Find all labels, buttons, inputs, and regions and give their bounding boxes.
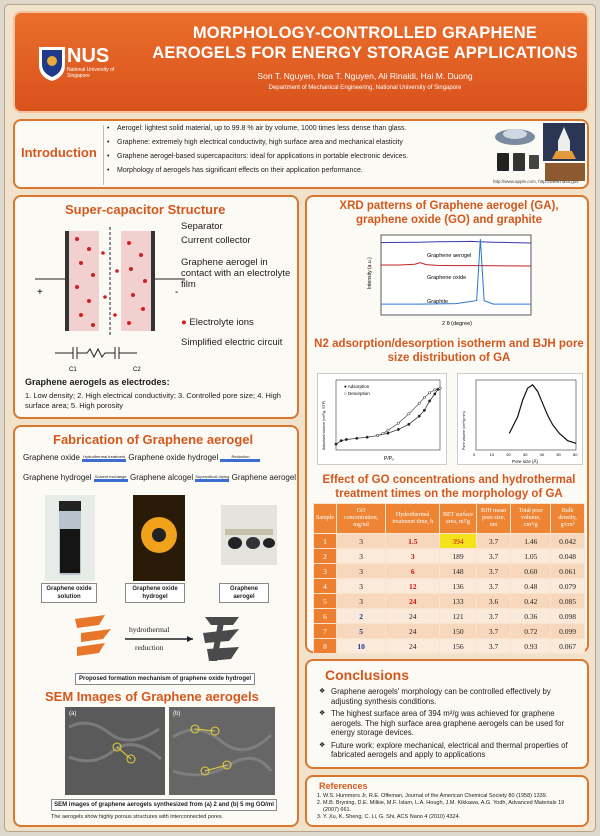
table-row: [314, 534, 585, 549]
table-cell: 3: [337, 549, 386, 564]
table-row: [314, 624, 585, 639]
conclusion-item: ❖ The highest surface area of 394 m²/g was achieved for graphene aerogels. The high surface area graphene aerogels can be used for energy storage devices.: [319, 709, 583, 738]
hydrogel-network-icon: [203, 617, 239, 661]
isotherm-point: [418, 415, 420, 417]
aerogel-photo: [221, 505, 277, 565]
table-row: [314, 549, 585, 564]
table-cell: 3: [337, 564, 386, 579]
fab-step: Graphene oxide: [23, 453, 80, 462]
current-collector-right: [151, 231, 155, 331]
circuit-label: Simplified electric circuit: [181, 337, 283, 348]
fab-row-2: [23, 473, 301, 482]
x-tick-label: 40: [539, 452, 545, 457]
y-axis-label: Pore volume (cm³/g·nm): [462, 411, 466, 450]
electrodes-text: 1. Low density; 2. High electrical conductivity; 3. Controlled pore size; 4. High surface area; 5. High porosity: [25, 391, 281, 410]
isotherm-point: [397, 428, 399, 430]
x-tick-label: 10: [489, 452, 495, 457]
c1-label: C1: [69, 367, 77, 373]
fab-step: Graphene aerogel: [231, 473, 297, 482]
table-cell: 3.7: [476, 549, 511, 564]
table-cell: 121: [440, 609, 476, 624]
table-cell: 1: [314, 534, 337, 549]
table-cell: 12: [386, 579, 440, 594]
supercap-title: Super-capacitor Structure: [65, 202, 226, 217]
series-label: Graphene aerogel: [427, 253, 472, 259]
isotherm-point: [418, 402, 420, 404]
x-tick-label: 60: [573, 452, 578, 457]
fab-step: Graphene oxide hydrogel: [128, 453, 219, 462]
table-cell: 24: [386, 624, 440, 639]
bjh-panel: [457, 373, 583, 465]
ions-label: [181, 317, 254, 328]
isotherm-point: [423, 396, 425, 398]
x-tick-label: 50: [556, 452, 561, 457]
effect-title: [307, 473, 591, 501]
logo-subtitle: National University of Singapore: [67, 67, 115, 79]
introduction-title: Introduction: [21, 145, 97, 160]
separator-label: Separator: [181, 221, 223, 232]
table-cell: 4: [314, 579, 337, 594]
table-row: [314, 579, 585, 594]
sem-label-b: (b): [173, 711, 181, 717]
fab-arrow-label: Reduction: [231, 453, 250, 459]
table-cell: 5: [337, 624, 386, 639]
table-cell: 0.48: [511, 579, 551, 594]
sem-caption: SEM images of graphene aerogels synthesized from (a) 2 and (b) 5 mg GO/ml: [51, 799, 277, 811]
graphene-sheets-icon: [75, 615, 111, 656]
column-header: Total pore volume, cm³/g: [511, 504, 551, 534]
introduction-section: [13, 119, 589, 189]
collector-label: Current collector: [181, 235, 251, 246]
table-cell: 2: [314, 549, 337, 564]
c2-label: C2: [133, 367, 141, 373]
effect-title-line: treatment times on the morphology of GA: [335, 488, 563, 500]
isotherm-point: [387, 432, 389, 434]
devices-image: [497, 153, 539, 171]
department: Department of Mechanical Engineering, National University of Singapore: [268, 85, 462, 91]
table-cell: 0.048: [551, 549, 585, 564]
table-cell: 156: [440, 639, 476, 654]
legend-entry: ● Adsorption: [344, 384, 370, 389]
table-row: [314, 639, 585, 654]
conclusions-list: [319, 687, 583, 763]
fabrication-photos: [45, 495, 277, 583]
isotherm-point: [387, 429, 389, 431]
table-header-row: [314, 504, 585, 534]
table-row: [314, 564, 585, 579]
bjh-chart: [458, 374, 584, 466]
table-cell: 136: [440, 579, 476, 594]
table-cell: 3.7: [476, 579, 511, 594]
isotherm-point: [345, 438, 347, 440]
isotherm-point: [340, 439, 342, 441]
table-cell: 3.7: [476, 639, 511, 654]
table-cell: 189: [440, 549, 476, 564]
fab-step: Graphene alcogel: [129, 473, 194, 482]
x-tick-label: 20: [506, 452, 511, 457]
electrodes-heading: Graphene aerogels as electrodes:: [25, 377, 170, 387]
table-cell: 3: [314, 564, 337, 579]
poster: [4, 4, 596, 832]
table-body: [314, 534, 585, 654]
table-cell: 3.6: [476, 594, 511, 609]
arrow-right-icon: [82, 459, 126, 462]
car-image: [495, 129, 535, 145]
isotherm-point: [408, 413, 410, 415]
fab-arrow-label: Supercritical drying: [195, 473, 230, 479]
table-cell: 0.099: [551, 624, 585, 639]
mechanism-top-label: hydrothermal: [129, 625, 170, 634]
reference-item: 1. W.S. Hummers Jr, R.E. Offeman, Journal of the American Chemical Society 80 (1958) 1339.: [323, 793, 581, 800]
intro-bullet: • Graphene aerogel-based supercapacitors: ideal for applications in portable electronic devices.: [105, 152, 485, 161]
isotherm-point: [397, 422, 399, 424]
x-tick-label: 0: [473, 452, 476, 457]
column-header: GO concentration, mg/ml: [337, 504, 386, 534]
circuit-diagram: [55, 347, 137, 359]
mechanism-bottom-label: reduction: [135, 643, 164, 652]
legend-entry: ○ Desorption: [344, 391, 370, 396]
mechanism-diagram: [75, 613, 245, 665]
table-cell: 0.93: [511, 639, 551, 654]
table-cell: 0.067: [551, 639, 585, 654]
xrd-title-line: graphene oxide (GO) and graphite: [356, 214, 542, 226]
table-cell: 24: [386, 594, 440, 609]
results-section: [305, 195, 589, 653]
introduction-bullets: [105, 124, 485, 180]
sem-image-b: [169, 707, 275, 795]
isotherm-point: [423, 409, 425, 411]
supercapacitor-section: [13, 195, 299, 419]
sem-images: [65, 707, 275, 795]
current-collector-left: [65, 231, 69, 331]
y-axis-label: Intensity (a.u.): [367, 257, 373, 289]
table-cell: 0.42: [511, 594, 551, 609]
table-cell: 3.7: [476, 564, 511, 579]
n2-title-line: N2 adsorption/desorption isotherm and BJH pore: [314, 338, 584, 350]
fab-arrow-label: Solvent exchange: [94, 473, 127, 479]
table-cell: 3: [386, 549, 440, 564]
n2-title: [307, 337, 591, 365]
table-cell: 0.098: [551, 609, 585, 624]
plus-sign: +: [37, 287, 43, 298]
table-cell: 10: [337, 639, 386, 654]
xrd-title: [307, 199, 591, 227]
results-table: [313, 503, 585, 654]
table-cell: 1.46: [511, 534, 551, 549]
table-row: [314, 594, 585, 609]
references-title: References: [319, 781, 368, 791]
title-line-1: MORPHOLOGY-CONTROLLED GRAPHENE: [192, 24, 538, 42]
series-label: Graphene oxide: [427, 275, 467, 281]
references-section: [305, 775, 589, 827]
photo-caption: Graphene oxide hydrogel: [125, 583, 185, 603]
shuttle-image: [543, 123, 585, 161]
arrow-right-icon: [220, 459, 260, 462]
image-credit: http://www.apple.com, http://www.nasa.gov: [493, 179, 579, 184]
isotherm-point: [439, 387, 441, 389]
header-banner: [13, 11, 589, 113]
table-cell: 24: [386, 639, 440, 654]
ions-label-text: Electrolyte ions: [189, 317, 254, 328]
fab-arrow: [94, 474, 128, 482]
vial-photo: [45, 495, 95, 581]
divider: [103, 125, 104, 185]
isotherm-panel: [317, 373, 447, 465]
poster-title: [145, 23, 585, 63]
references-list: [311, 793, 581, 821]
table-cell: 0.079: [551, 579, 585, 594]
supercap-diagram: [35, 219, 185, 375]
isotherm-point: [434, 389, 436, 391]
x-axis-label: Pore size (Å): [512, 459, 539, 464]
table-cell: 6: [314, 609, 337, 624]
isotherm-point: [382, 432, 384, 434]
table-cell: 2: [337, 609, 386, 624]
table-cell: 3.7: [476, 624, 511, 639]
y-axis-label: Adsorbed volume (cm³/g, STP): [322, 400, 326, 450]
table-cell: 3.7: [476, 534, 511, 549]
bjh-line: [509, 385, 576, 444]
table-cell: 133: [440, 594, 476, 609]
table-cell: 0.60: [511, 564, 551, 579]
hydrogel-photo: [133, 495, 185, 581]
fab-row-1: [23, 453, 295, 462]
intro-bullet: • Aerogel: lightest solid material, up to 99.8 % air by volume, 1000 times less dense than glass.: [105, 124, 485, 133]
table-row: [314, 609, 585, 624]
table-cell: 3: [337, 534, 386, 549]
column-header: Bulk density, g/cm³: [551, 504, 585, 534]
conclusions-section: [305, 659, 589, 769]
table-cell: 1.5: [386, 534, 440, 549]
table-cell: 148: [440, 564, 476, 579]
fab-arrow-label: Hydrothermal treatment: [83, 453, 126, 459]
fab-arrow: [82, 454, 126, 462]
table-cell: 6: [386, 564, 440, 579]
fabrication-title: Fabrication of Graphene aerogel: [53, 432, 254, 447]
isotherm-point: [376, 434, 378, 436]
column-header: BJH mean pore size, nm: [476, 504, 511, 534]
photo-caption: Graphene aerogel: [219, 583, 269, 603]
intro-bullet: • Morphology of aerogels has significant effects on their application performance.: [105, 166, 485, 175]
isotherm-line: [378, 388, 440, 435]
table-cell: 5: [314, 594, 337, 609]
xrd-title-line: XRD patterns of Graphene aerogel (GA),: [339, 200, 559, 212]
column-header: Hydrothermal treatment time, h: [386, 504, 440, 534]
table-cell: 24: [386, 609, 440, 624]
conclusion-item: ❖ Future work: explore mechanical, electrical and thermal properties of fabricated aerogels and apply to applications: [319, 741, 583, 760]
isotherm-point: [428, 400, 430, 402]
table-cell: 0.042: [551, 534, 585, 549]
series-label: Graphite: [427, 299, 449, 305]
fab-arrow: [220, 454, 260, 462]
title-line-2: AEROGELS FOR ENERGY STORAGE APPLICATIONS: [152, 44, 578, 62]
mechanism-caption: Proposed formation mechanism of graphene oxide hydrogel: [75, 673, 255, 685]
arrow-right-icon: [195, 479, 229, 482]
plot-area: [476, 380, 576, 450]
reference-item: 3. Y. Xu, K. Sheng, C. Li, G. Shi, ACS Nano 4 (2010) 4324.: [323, 814, 581, 821]
table-cell: 0.061: [551, 564, 585, 579]
table-cell: 0.72: [511, 624, 551, 639]
intro-images: [493, 123, 587, 181]
isotherm-chart: [318, 374, 448, 466]
conclusion-item: ❖ Graphene aerogels' morphology can be controlled effectively by adjusting synthesis conditions.: [319, 687, 583, 706]
isotherm-point: [356, 437, 358, 439]
reference-item: 2. M.B. Bryning, D.E. Milkie, M.F. Islam, L.A. Hough, J.M. Kikkawa, A.G. Yodh, Advanced Materials 19 (2007) 661.: [323, 800, 581, 814]
table-cell: 0.36: [511, 609, 551, 624]
table-cell: 3: [337, 594, 386, 609]
table-cell: 150: [440, 624, 476, 639]
isotherm-point: [408, 423, 410, 425]
isotherm-point: [434, 393, 436, 395]
logo-text: NUS: [67, 45, 110, 67]
arrowhead-icon: [187, 636, 193, 642]
nus-logo: [37, 43, 123, 83]
fab-step: Graphene hydrogel: [23, 473, 92, 482]
conclusions-title: Conclusions: [325, 667, 410, 683]
table-cell: 7: [314, 624, 337, 639]
minus-sign: -: [175, 287, 179, 298]
fabrication-section: [13, 425, 299, 827]
xrd-chart: [363, 231, 543, 333]
table-cell: 1.05: [511, 549, 551, 564]
table-cell: 3.7: [476, 609, 511, 624]
isotherm-point: [335, 443, 337, 445]
isotherm-point: [366, 436, 368, 438]
sem-title: SEM Images of Graphene aerogels: [45, 689, 259, 704]
sem-note: The aerogels show highly porous structures with interconnected pores.: [51, 814, 224, 820]
column-header: Sample: [314, 504, 337, 534]
n2-title-line: size distribution of GA: [387, 352, 511, 364]
x-axis-label: P/P₀: [384, 456, 395, 462]
authors: Son T. Nguyen, Hoa T. Nguyen, Ali Rinaldi, Hai M. Duong: [257, 71, 473, 81]
table-cell: 0.085: [551, 594, 585, 609]
aerogel-label: Graphene aerogel in contact with an electrolyte film: [181, 257, 291, 290]
arrow-right-icon: [94, 479, 128, 482]
table-cell: 8: [314, 639, 337, 654]
isotherm-point: [428, 392, 430, 394]
fab-arrow: [195, 474, 229, 482]
ion-bullet-icon: ●: [181, 317, 190, 328]
photo-caption: Graphene oxide solution: [41, 583, 97, 603]
column-header: BET surface area, m²/g: [440, 504, 476, 534]
x-tick-label: 30: [523, 452, 528, 457]
table-cell: 394: [440, 534, 476, 549]
electrode-left: [69, 231, 99, 331]
effect-title-line: Effect of GO concentrations and hydrothermal: [322, 474, 576, 486]
table-cell: 3: [337, 579, 386, 594]
intro-bullet: • Graphene: extremely high electrical conductivity, high surface area and mechanical elasticity: [105, 138, 485, 147]
sem-label-a: (a): [69, 711, 77, 717]
x-axis-label: 2 θ (degree): [442, 321, 472, 327]
